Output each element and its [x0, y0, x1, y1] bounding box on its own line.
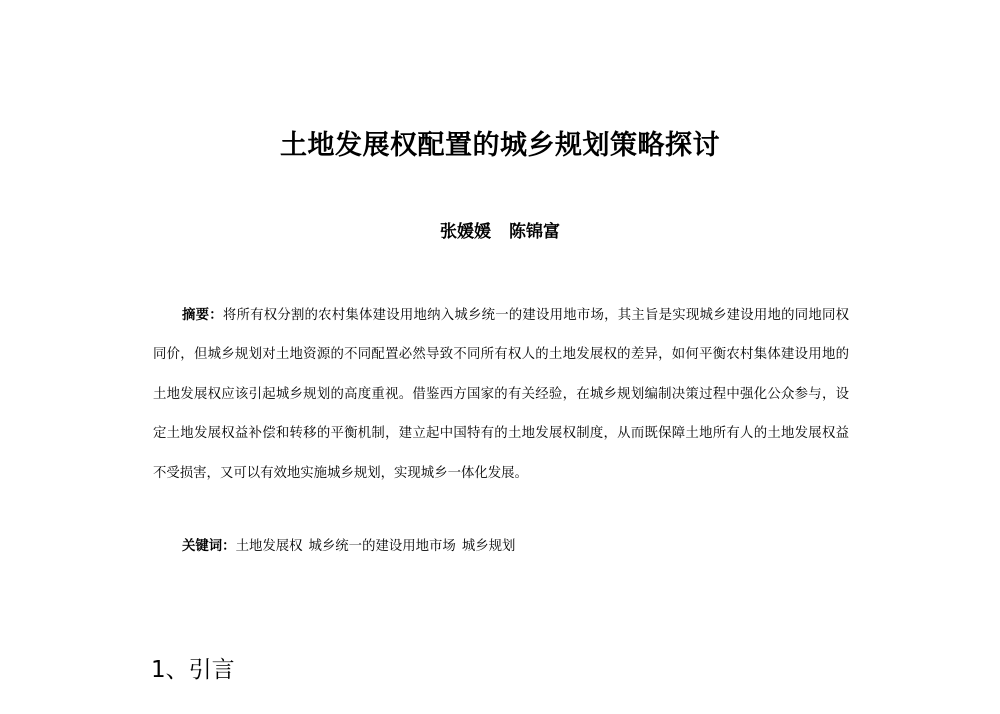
author-line [0, 220, 1000, 244]
keyword: 城乡统一的建设用地市场 [308, 539, 456, 554]
keywords-label: 关键词： [182, 539, 236, 554]
keyword: 城乡规划 [461, 539, 516, 554]
section-heading-introduction: 1、引言 [151, 657, 235, 683]
keywords-line [182, 535, 521, 559]
paper-title: 土地发展权配置的城乡规划策略探讨 [280, 130, 720, 161]
author-name: 张媛媛 [440, 222, 491, 242]
author-name: 陈锦富 [509, 222, 560, 242]
abstract-text: 将所有权分割的农村集体建设用地纳入城乡统一的建设用地市场，其主旨是实现城乡建设用地的同地同权同价，但城乡规划对土地资源的不同配置必然导致不同所有权人的土地发展权的差异，如何平衡农村集体建设用地的土地发展权应该引起城乡规划的高度重视。借鉴西方国家的有关经验，在城乡规划编制决策过程中强化公众参与，设定土地发展权益补偿和转移的平衡机制，建立起中国特有的土地发展权制度，从而既保障土地所有人的土地发展权益不受损害，又可以有效地实施城乡规划，实现城乡一体化发展。 [153, 308, 850, 481]
abstract-paragraph [153, 296, 849, 493]
abstract-label: 摘要： [182, 308, 223, 323]
keyword: 土地发展权 [235, 539, 303, 554]
